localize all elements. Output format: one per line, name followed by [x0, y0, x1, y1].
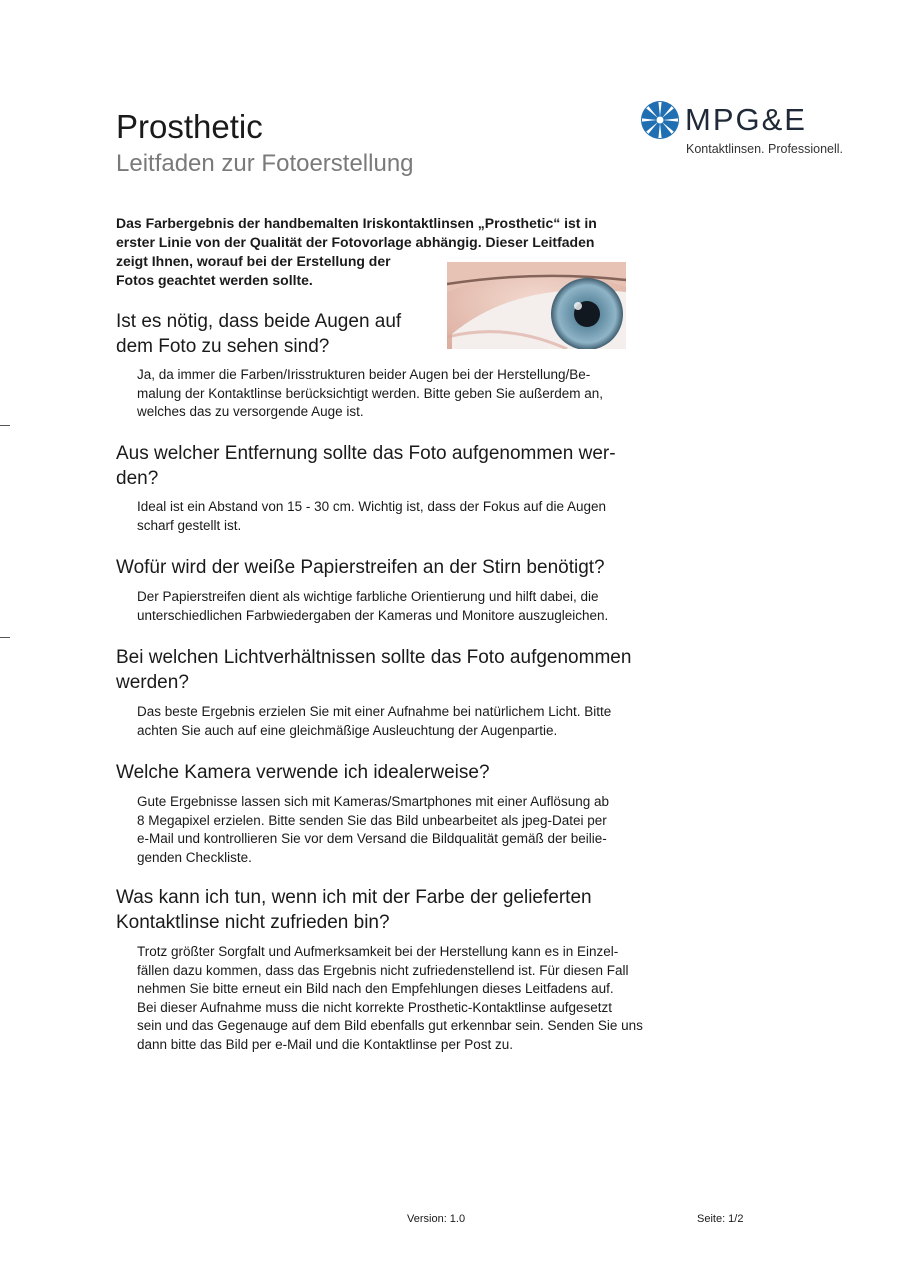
document-title: Prosthetic	[116, 108, 263, 145]
company-logo	[640, 100, 852, 160]
intro-line: Fotos geachtet werden sollte.	[116, 272, 313, 288]
crop-mark	[0, 637, 10, 638]
faq-answer: Das beste Ergebnis erzielen Sie mit einer Aufnahme bei natürlichem Licht. Bitte achten Sie auch auf eine gleichmäßige Ausleuchtung der Augenpartie.	[137, 704, 612, 738]
faq-answer: Ja, da immer die Farben/Irisstrukturen beider Augen bei der Herstellung/Be- malung der Kontaktlinse berücksichtigt werden. Bitte geben Sie außerdem an, welches das zu versorgende Auge ist.	[137, 367, 604, 419]
faq-answer: Trotz größter Sorgfalt und Aufmerksamkeit bei der Herstellung kann es in Einzel- fällen dazu kommen, dass das Ergebnis nicht zufriedenstellend ist. Für diesen Fall nehmen Sie bitte erneut ein Bild nach den Empfehlungen dieses Leitfadens auf. Bei dieser Aufnahme muss die nicht korrekte Prosthetic-Kontaktlinse aufgesetzt sein und das Gegenauge auf dem Bild ebenfalls gut erkennbar sein. Senden Sie uns dann bitte das Bild per e-Mail und die Kontaktlinse per Post zu.	[137, 944, 643, 1052]
footer-page-number: Seite: 1/2	[697, 1213, 744, 1225]
intro-line: zeigt Ihnen, worauf bei der Erstellung der	[116, 253, 391, 269]
logo-wordmark: MPG&E	[685, 102, 807, 137]
faq-answer: Gute Ergebnisse lassen sich mit Kameras/Smartphones mit einer Auflösung ab 8 Megapixel erzielen. Bitte senden Sie das Bild unbearbeitet als jpeg-Datei per e-Mail und kontrollieren Sie vor dem Versand die Bildqualität gemäß der beilie- genden Checkliste.	[137, 794, 609, 865]
faq-question: Ist es nötig, dass beide Augen auf dem Foto zu sehen sind?	[116, 311, 402, 357]
footer-version: Version: 1.0	[407, 1213, 466, 1225]
logo-wheel-icon	[640, 100, 680, 140]
intro-line: erster Linie von der Qualität der Fotovorlage abhängig. Dieser Leitfaden	[116, 234, 595, 250]
crop-mark	[0, 425, 10, 426]
faq-question: Wofür wird der weiße Papierstreifen an der Stirn benötigt?	[116, 557, 605, 578]
logo-tagline: Kontaktlinsen. Professionell.	[686, 142, 844, 156]
faq-answer: Der Papierstreifen dient als wichtige farbliche Orientierung und hilft dabei, die unterschiedlichen Farbwiedergaben der Kameras und Monitore auszugleichen.	[137, 589, 609, 623]
faq-question: Welche Kamera verwende ich idealerweise?	[116, 762, 490, 783]
faq-question: Aus welcher Entfernung sollte das Foto aufgenommen wer- den?	[116, 443, 616, 489]
faq-answer: Ideal ist ein Abstand von 15 - 30 cm. Wichtig ist, dass der Fokus auf die Augen scharf gestellt ist.	[137, 499, 607, 533]
faq-question: Was kann ich tun, wenn ich mit der Farbe der gelieferten Kontaktlinse nicht zufrieden bin?	[116, 887, 592, 933]
intro-line: Das Farbergebnis der handbemalten Iriskontaktlinsen „Prosthetic“ ist in	[116, 215, 597, 231]
faq-question: Bei welchen Lichtverhältnissen sollte das Foto aufgenommen werden?	[116, 647, 632, 693]
document-subtitle: Leitfaden zur Fotoerstellung	[116, 150, 414, 177]
